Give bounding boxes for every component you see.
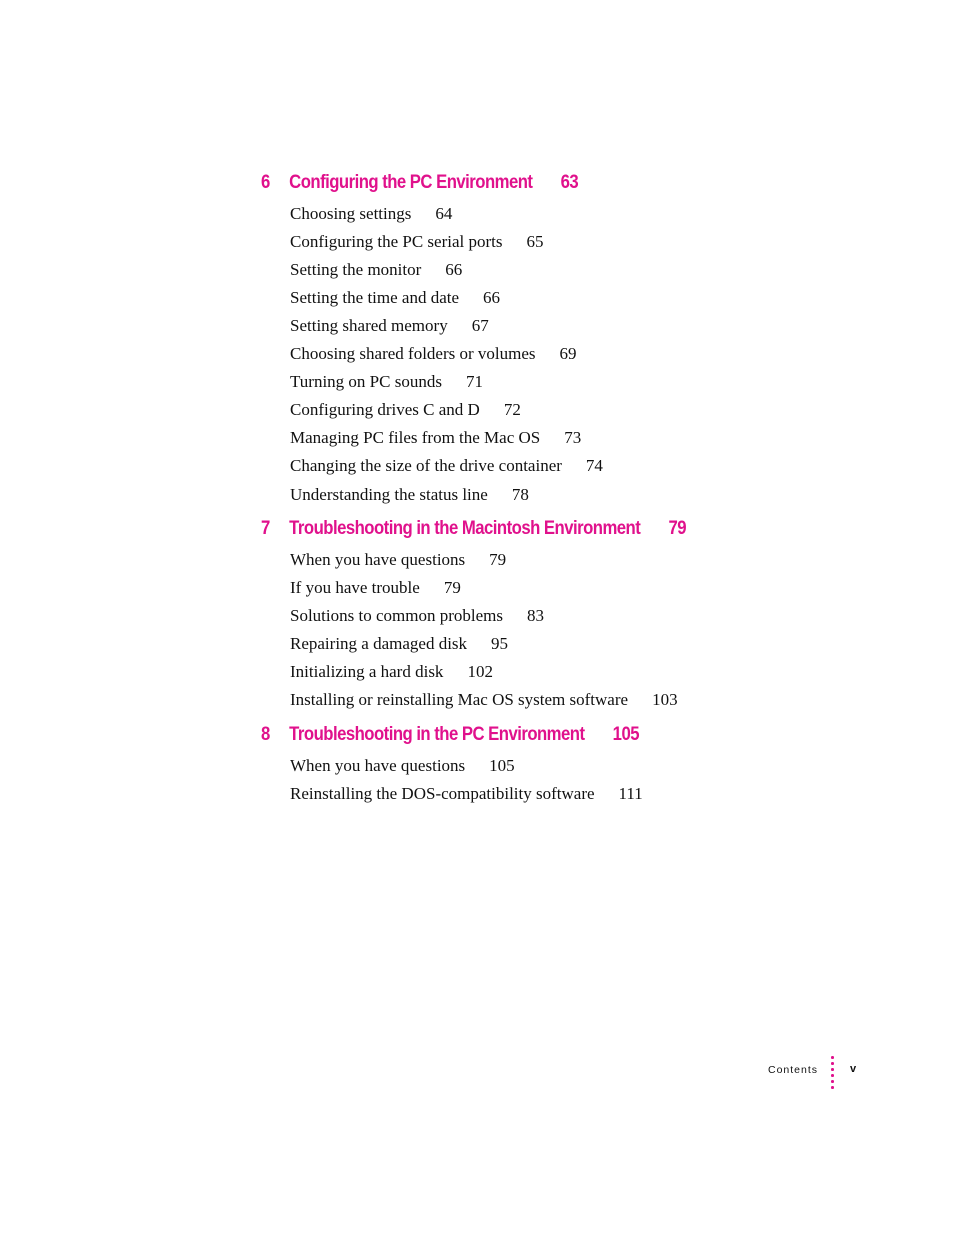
entry-title: Configuring drives C and D [290, 400, 480, 419]
toc-entry[interactable] [290, 428, 581, 448]
chapter-number: 7 [261, 518, 270, 539]
entry-title: Changing the size of the drive container [290, 456, 562, 475]
chapter-heading[interactable] [261, 724, 639, 752]
entry-page-number: 83 [526, 606, 544, 625]
entry-title: Choosing settings [290, 204, 412, 223]
entry-title: If you have trouble [290, 578, 420, 597]
entry-page-number: 69 [559, 344, 577, 363]
toc-entry[interactable] [290, 260, 462, 280]
toc-entry[interactable] [290, 662, 493, 682]
entry-page-number: 105 [489, 756, 515, 775]
chapter-title: Configuring the PC Environment [289, 172, 533, 193]
chapter-title: Troubleshooting in the PC Environment [289, 724, 585, 745]
toc-entry[interactable] [290, 784, 643, 804]
entry-title: Setting shared memory [290, 316, 448, 335]
entry-title: Setting the time and date [290, 288, 460, 307]
toc-entry[interactable] [290, 316, 489, 336]
entry-page-number: 73 [564, 428, 582, 447]
entry-title: Choosing shared folders or volumes [290, 344, 536, 363]
toc-entry[interactable] [290, 372, 483, 392]
chapter-heading[interactable] [261, 518, 686, 546]
toc-entry[interactable] [290, 232, 543, 252]
entry-title: When you have questions [290, 550, 466, 569]
entry-page-number: 72 [503, 400, 521, 419]
toc-entry[interactable] [290, 288, 500, 308]
chapter-page-number: 79 [668, 518, 686, 539]
toc-entry[interactable] [290, 634, 508, 654]
entry-title: Repairing a damaged disk [290, 634, 468, 653]
footer-section-label: Contents [768, 1064, 819, 1076]
entry-title: When you have questions [290, 756, 466, 775]
entry-page-number: 111 [618, 784, 643, 803]
toc-entry[interactable] [290, 690, 678, 710]
entry-page-number: 67 [471, 316, 489, 335]
entry-page-number: 65 [526, 232, 544, 251]
toc-entry[interactable] [290, 456, 603, 476]
chapter-page-number: 105 [612, 724, 640, 745]
entry-page-number: 79 [443, 578, 461, 597]
chapter-heading[interactable] [261, 172, 578, 200]
entry-title: Turning on PC sounds [290, 372, 442, 391]
entry-title: Installing or reinstalling Mac OS system software [290, 690, 629, 709]
entry-title: Understanding the status line [290, 485, 488, 504]
entry-title: Solutions to common problems [290, 606, 503, 625]
entry-title: Initializing a hard disk [290, 662, 444, 681]
entry-page-number: 64 [435, 204, 453, 223]
chapter-title: Troubleshooting in the Macintosh Environment [289, 518, 641, 539]
chapter-number: 6 [261, 172, 270, 193]
entry-page-number: 78 [511, 485, 529, 504]
toc-entry[interactable] [290, 550, 506, 570]
footer-page-number: v [850, 1063, 857, 1075]
entry-page-number: 79 [489, 550, 507, 569]
entry-page-number: 95 [491, 634, 509, 653]
toc-entry[interactable] [290, 344, 577, 364]
dotted-divider-icon [831, 1056, 835, 1096]
entry-page-number: 66 [483, 288, 501, 307]
chapter-page-number: 63 [560, 172, 579, 193]
entry-page-number: 74 [585, 456, 603, 475]
toc-entry[interactable] [290, 485, 529, 505]
entry-page-number: 102 [467, 662, 493, 681]
toc-entry[interactable] [290, 578, 461, 598]
toc-entry[interactable] [290, 204, 452, 224]
entry-title: Configuring the PC serial ports [290, 232, 503, 251]
toc-entry[interactable] [290, 756, 515, 776]
entry-title: Setting the monitor [290, 260, 422, 279]
entry-page-number: 66 [445, 260, 463, 279]
chapter-number: 8 [261, 724, 270, 745]
entry-title: Managing PC files from the Mac OS [290, 428, 541, 447]
entry-title: Reinstalling the DOS-compatibility software [290, 784, 595, 803]
toc-entry[interactable] [290, 606, 544, 626]
entry-page-number: 71 [465, 372, 483, 391]
entry-page-number: 103 [652, 690, 678, 709]
toc-entry[interactable] [290, 400, 521, 420]
